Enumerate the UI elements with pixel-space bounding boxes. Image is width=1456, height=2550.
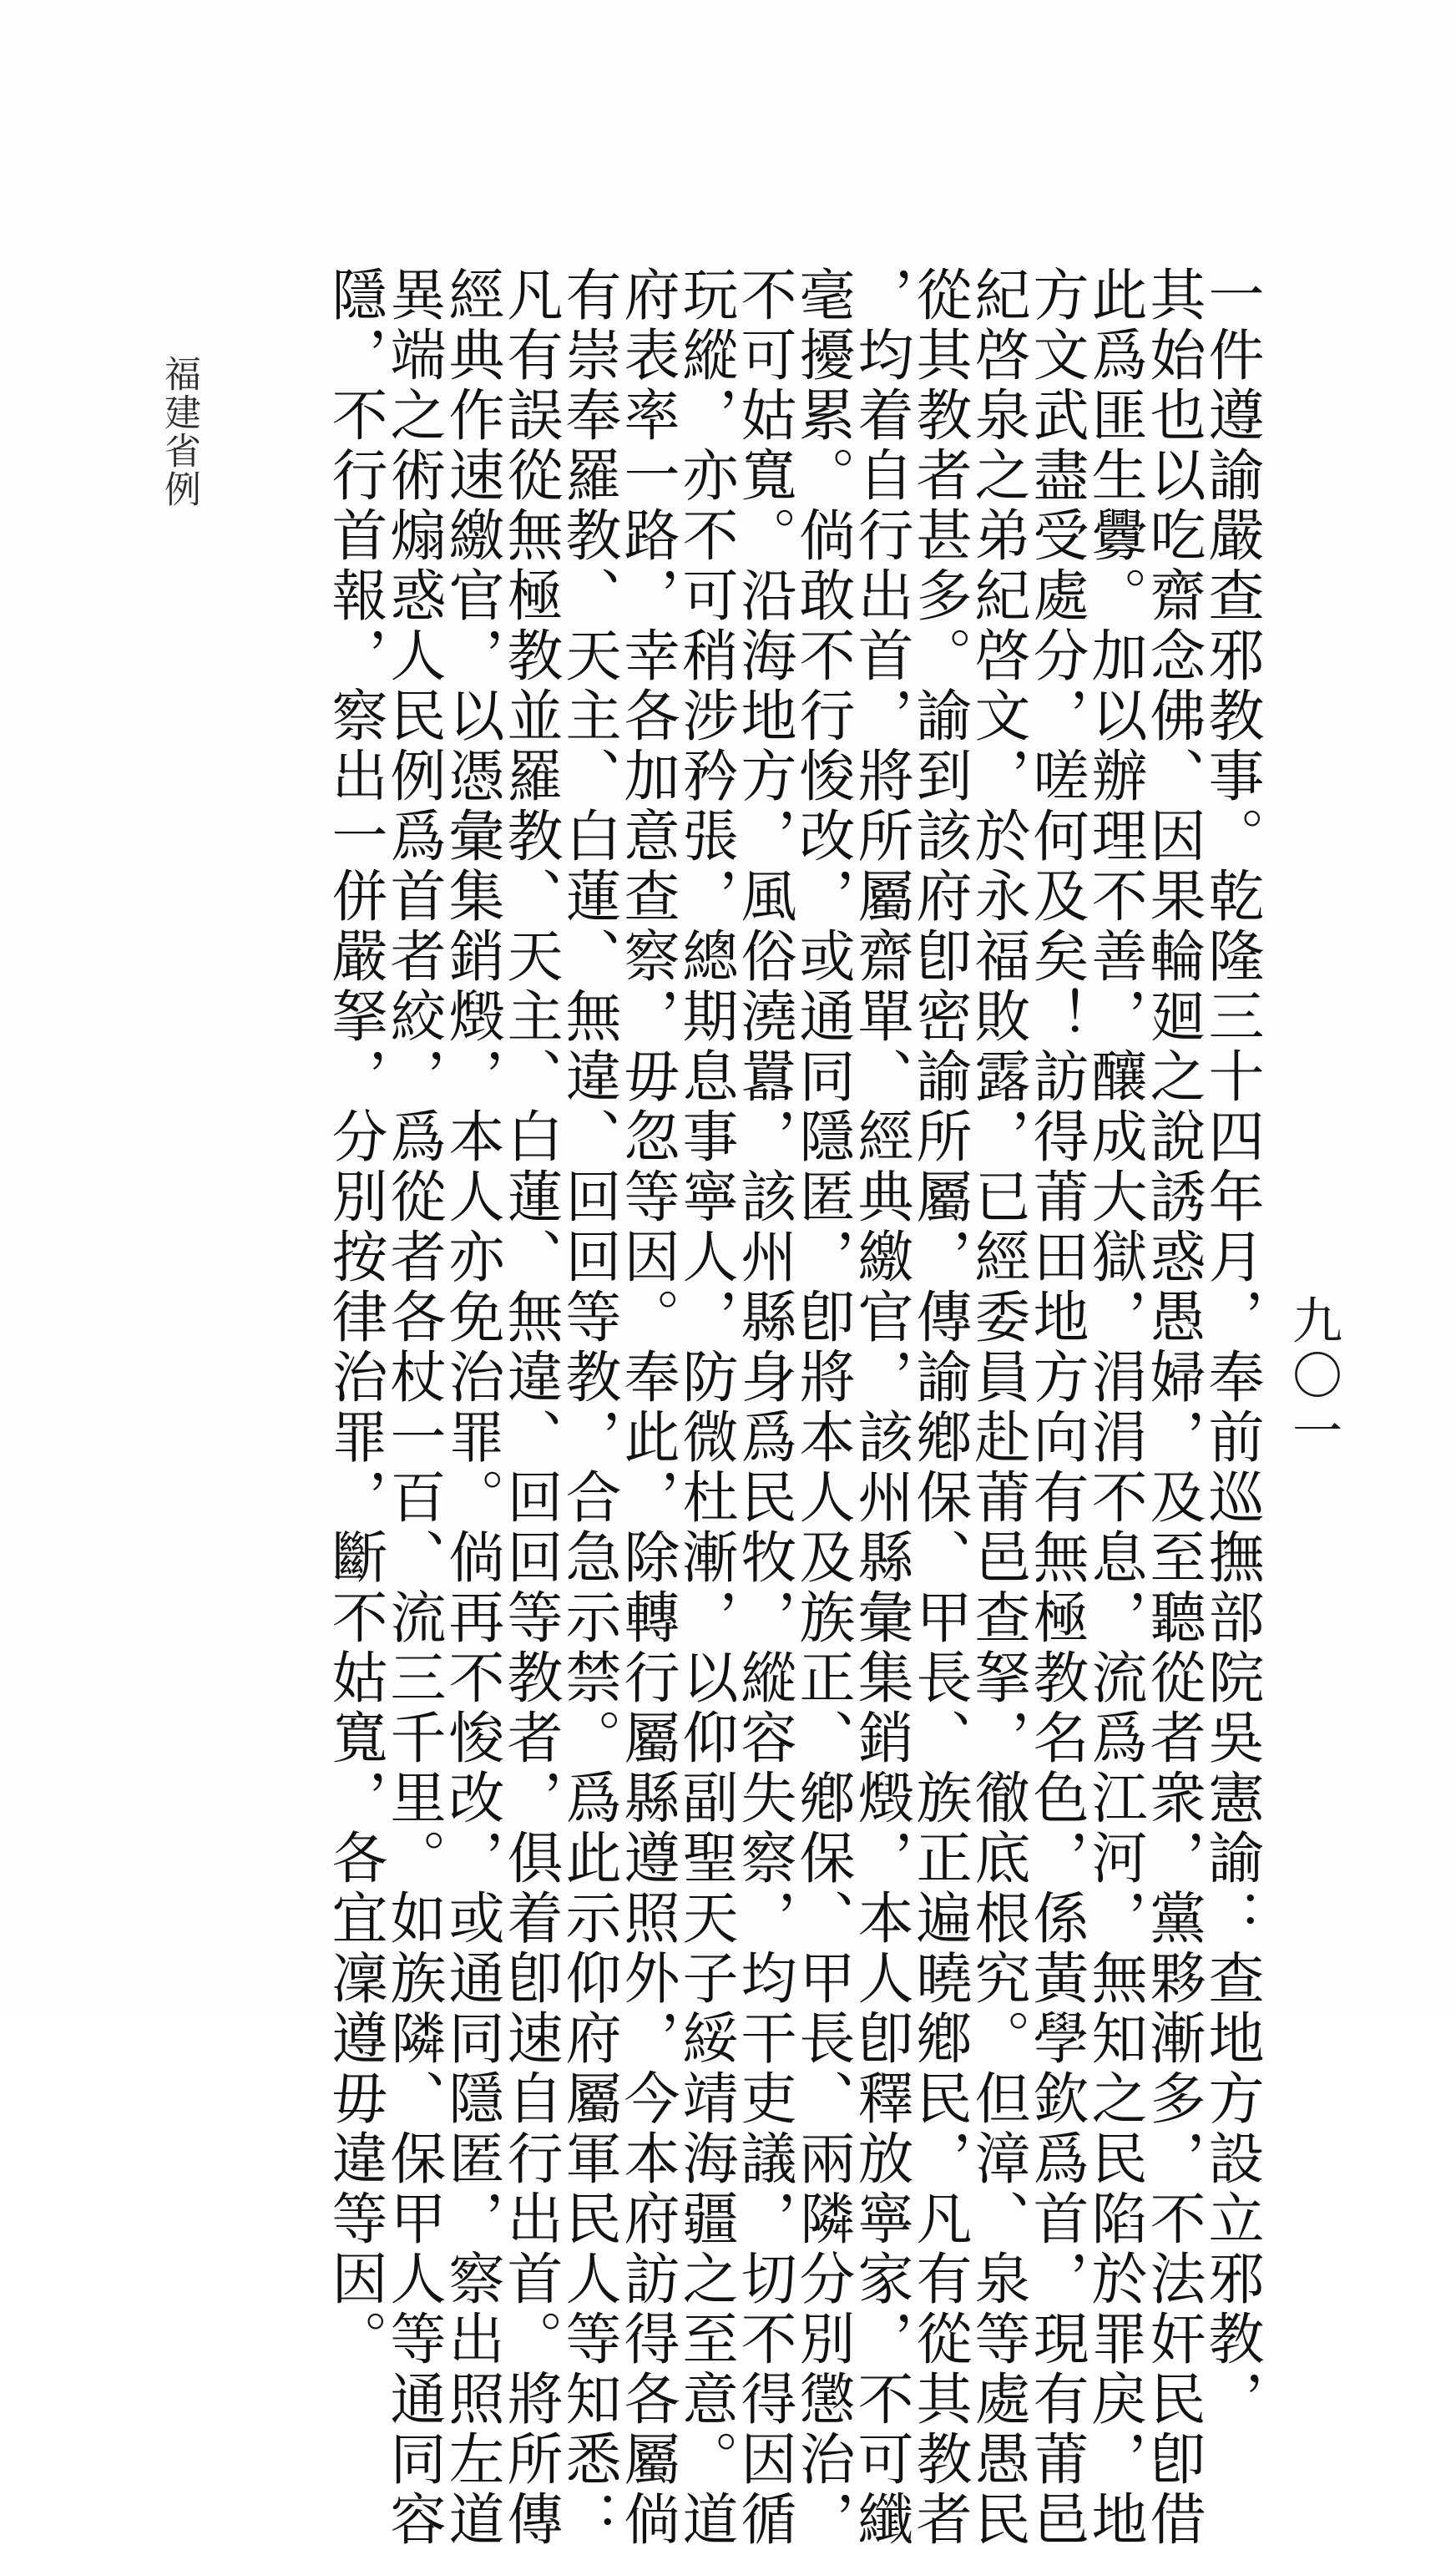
text-column-7: ，均着自行出首，將所屬齋單、經典繳官，該州縣彙集銷燬，本人卽釋放寧家，不可纖 — [849, 266, 914, 2550]
text-column-2: 其始也以吃齋念佛、因果輪廻之說誘惑愚婦，及至聽從者衆，黨夥漸多，不法奸民卽借 — [1141, 266, 1206, 2550]
text-column-9: 不可姑寬。沿海地方，風俗澆囂，該州縣身爲民牧，縱容失察，均干吏議，切不得因循 — [732, 266, 797, 2550]
text-column-8: 毫擾累。倘敢不行悛改，或通同隱匿，卽將本人及族正、鄕保、甲長、兩隣分別懲治， — [791, 266, 856, 2550]
text-column-11: 府表率一路，幸各加意查察，毋忽等因。奉此，除轉行屬縣遵照外，今本府訪得各屬倘 — [615, 266, 680, 2550]
page-number: 九〇一 — [1284, 1294, 1342, 1460]
text-column-15: 異端之術煽惑人民例爲首者絞，爲從者各杖一百、流三千里。如族隣、保甲人等通同容 — [382, 266, 447, 2550]
text-column-4: 方文武盡受處分，嗟何及矣！訪得莆田地方向有無極教名色，係黃學欽爲首，現有莆邑 — [1024, 266, 1089, 2550]
text-column-13: 凡有誤從無極教並羅教、天主、白蓮、無違、回回等教者，俱着卽速自行出首。將所傳 — [498, 266, 564, 2550]
text-column-1: 一件遵諭嚴查邪教事。乾隆三十四年月，奉前巡撫部院吳憲諭：查地方設立邪教， — [1200, 266, 1265, 2430]
text-column-6: 從其教者甚多。諭到該府卽密諭所屬，傳諭鄕保、甲長、族正遍曉鄕民，凡有從其教者 — [907, 266, 973, 2550]
running-head: 福建省例 — [158, 355, 200, 508]
text-column-10: 玩縱，亦不可稍涉矜張，總期息事寧人，防微杜漸，以仰副聖天子綏靖海疆之至意。道 — [674, 266, 739, 2550]
text-column-14: 經典作速繳官，以憑彙集銷燬，本人亦免治罪。倘再不悛改，或通同隱匿，察出照左道 — [440, 266, 505, 2550]
text-column-16: 隱，不行首報，察出一併嚴拏，分別按律治罪，斷不姑寬，各宜凜遵毋違等因。 — [323, 266, 388, 2370]
text-column-12: 有崇奉羅教、天主、白蓮、無違、回回等教，合急示禁。爲此示仰府屬軍民人等知悉： — [557, 266, 622, 2550]
text-column-5: 紀啓泉之弟紀啓文，於永福敗露，已經委員赴莆邑查拏，徹底根究。但漳、泉等處愚民 — [966, 266, 1031, 2550]
text-column-3: 此爲匪生釁。加以辦理不善，釀成大獄，涓涓不息，流爲江河，無知之民陷於罪戾，地 — [1083, 266, 1148, 2550]
